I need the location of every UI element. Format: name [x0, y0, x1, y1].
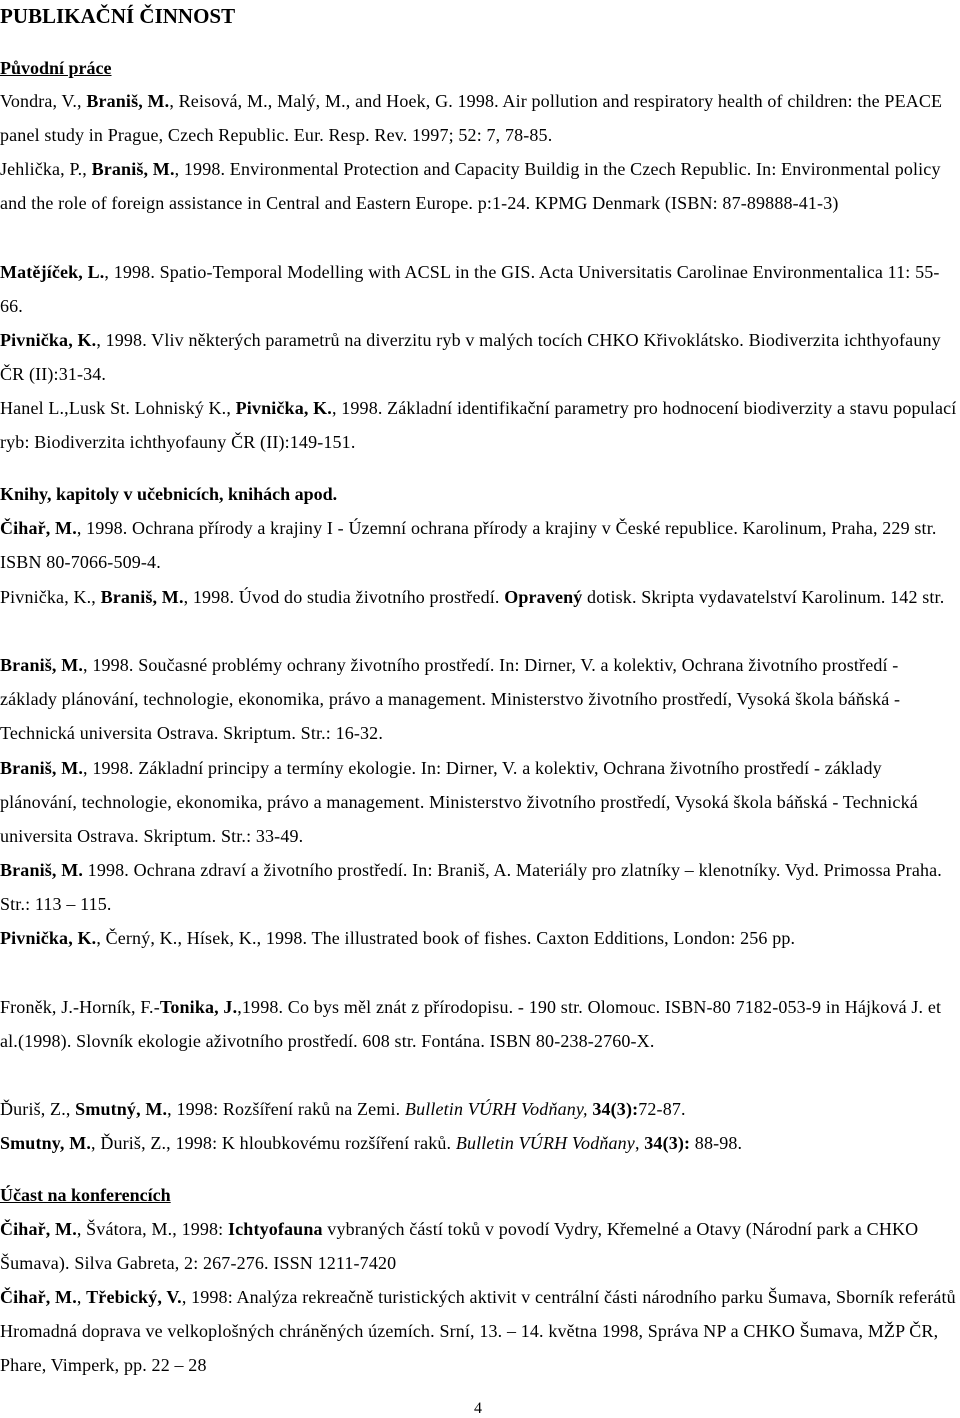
entry-text: , 1998. Současné problémy ochrany životního prostředí. In: Dirner, V. a kolektiv, Ochrana životního prostředí - základy plánování, technologie, ekonomika, právo a management. Ministerstvo životního prostředí, Vysoká škola báňská - Technická universita Ostrava. Skriptum. Str.: 16-32.	[0, 655, 901, 744]
section-heading-books: Knihy, kapitoly v učebnicích, knihách apod.	[0, 484, 338, 504]
bold-text: Braniš, M.	[86, 91, 170, 111]
bold-text: Braniš, M.	[91, 159, 175, 179]
bold-text: Braniš, M.	[0, 860, 84, 880]
entry-text: , Černý, K., Hísek, K., 1998. The illustrated book of fishes. Caxton Edditions, London: 256 pp.	[96, 928, 796, 948]
bold-text: 34(3):	[592, 1099, 639, 1119]
publication-entry	[0, 1280, 960, 1383]
publication-entry	[0, 648, 960, 751]
bold-text: Opravený	[504, 587, 583, 607]
bold-text: Braniš, M.	[100, 587, 184, 607]
publication-entry	[0, 580, 960, 614]
bold-text: 34(3):	[644, 1133, 691, 1153]
entry-text: , 1998. Úvod do studia životního prostředí.	[183, 587, 505, 607]
publication-entry	[0, 391, 960, 459]
italic-text: Bulletin VÚRH Vodňany	[455, 1133, 635, 1153]
entry-text: , 1998: Analýza rekreačně turistických aktivit v centrální části národního parku Šumava, Sborník referátů Hromadná doprava ve velkoplošných chráněných územích. Srní, 13. – 14. května 1998, Správa NP a CHKO Šumava, MŽP ČR, Phare, Vimperk, pp. 22 – 28	[0, 1287, 956, 1376]
bold-text: Čihař, M.	[0, 1287, 77, 1307]
publication-entry	[0, 1092, 960, 1126]
publication-entry	[0, 511, 960, 579]
section-heading-original-works: Původní práce	[0, 58, 112, 78]
bold-text: Braniš, M.	[0, 655, 84, 675]
entry-text: , 1998. Základní identifikační parametry pro hodnocení biodiverzity a stavu populací ryb: Biodiverzita ichthyofauny ČR (II):149-151.	[0, 398, 957, 453]
entry-text: , 1998. Environmental Protection and Capacity Buildig in the Czech Republic. In: Environmental policy and the role of foreign assistance in Central and Eastern Europe. p:1-24. KPMG Denmark (ISBN: 87-89888-41-3)	[0, 159, 941, 214]
bold-text: Braniš, M.	[0, 758, 84, 778]
bold-text: Matějíček, L.	[0, 262, 105, 282]
entry-text: , 1998. Základní principy a termíny ekologie. In: Dirner, V. a kolektiv, Ochrana životního prostředí - základy plánování, technologie, ekonomika, právo a management. Ministerstvo životního prostředí, Vysoká škola báňská - Technická universita Ostrava. Skriptum. Str.: 33-49.	[0, 758, 918, 847]
entry-text: Froněk, J.-Horník, F.-	[0, 997, 160, 1017]
publication-entry	[0, 853, 960, 921]
bold-text: Čihař, M.	[0, 518, 77, 538]
publication-entry	[0, 990, 960, 1058]
bold-text: Smutný, M.	[75, 1099, 168, 1119]
entry-text: ,	[76, 1287, 87, 1307]
bold-text: Čihař, M.	[0, 1219, 77, 1239]
section-heading-conferences: Účast na konferencích	[0, 1185, 171, 1205]
italic-text: Bulletin VÚRH Vodňany,	[404, 1099, 588, 1119]
publication-entry	[0, 921, 960, 955]
entry-text: Vondra, V.,	[0, 91, 87, 111]
publication-entry	[0, 323, 960, 391]
entry-text: vybraných částí toků v povodí Vydry, Křemelné a Otavy (Národní park a CHKO Šumava). Silva Gabreta, 2: 267-276. ISSN 1211-7420	[0, 1219, 919, 1274]
entry-text: Ďuriš, Z.,	[0, 1099, 76, 1119]
entry-text: Hanel L.,Lusk St. Lohniský K.,	[0, 398, 236, 418]
entry-text: , 1998. Ochrana přírody a krajiny I - Územní ochrana přírody a krajiny v České republice. Karolinum, Praha, 229 str. ISBN 80-7066-509-4.	[0, 518, 937, 573]
publication-entry	[0, 1126, 960, 1160]
bold-text: Pivnička, K.	[235, 398, 332, 418]
bold-text: Pivnička, K.	[0, 928, 97, 948]
bold-text: Pivnička, K.	[0, 330, 97, 350]
entry-text: , 1998. Spatio-Temporal Modelling with ACSL in the GIS. Acta Universitatis Carolinae Environmentalica 11: 55-66.	[0, 262, 940, 317]
page-number: 4	[474, 1400, 482, 1417]
entry-text: 72-87.	[638, 1099, 686, 1119]
publication-entry	[0, 152, 960, 220]
entry-text: , 1998: Rozšíření raků na Zemi.	[167, 1099, 405, 1119]
entry-text: , Švátora, M., 1998:	[76, 1219, 228, 1239]
entry-text: ,1998. Co bys měl znát z přírodopisu. - 190 str. Olomouc. ISBN-80 7182-053-9 in Hájková J. et al.(1998). Slovník ekologie aživotního prostředí. 608 str. Fontána. ISBN 80-238-2760-X.	[0, 997, 942, 1052]
entry-text: 88-98.	[690, 1133, 743, 1153]
entry-text: , Reisová, M., Malý, M., and Hoek, G. 1998. Air pollution and respiratory health of children: the PEACE panel study in Prague, Czech Republic. Eur. Resp. Rev. 1997; 52: 7, 78-85.	[0, 91, 943, 146]
page-title: PUBLIKAČNÍ ČINNOST	[0, 4, 236, 28]
entry-text: Pivnička, K.,	[0, 587, 101, 607]
bold-text: Třebický, V.	[86, 1287, 182, 1307]
bold-text: Ichtyofauna	[227, 1219, 323, 1239]
entry-text: , Ďuriš, Z., 1998: K hloubkovému rozšíření raků.	[91, 1133, 456, 1153]
publication-entry	[0, 1212, 960, 1280]
bold-text: Smutny, M.	[0, 1133, 92, 1153]
entry-text: ,	[634, 1133, 645, 1153]
entry-text: 1998. Ochrana zdraví a životního prostředí. In: Braniš, A. Materiály pro zlatníky – klenotníky. Vyd. Primossa Praha. Str.: 113 – 115.	[0, 860, 942, 915]
entry-text: Jehlička, P.,	[0, 159, 92, 179]
bold-text: Tonika, J.	[159, 997, 238, 1017]
publication-entry	[0, 255, 960, 323]
entry-text: , 1998. Vliv některých parametrů na diverzitu ryb v malých tocích CHKO Křivoklátsko. Biodiverzita ichthyofauny ČR (II):31-34.	[0, 330, 941, 385]
publication-entry	[0, 751, 960, 854]
publication-entry	[0, 84, 960, 152]
entry-text: dotisk. Skripta vydavatelství Karolinum. 142 str.	[582, 587, 945, 607]
